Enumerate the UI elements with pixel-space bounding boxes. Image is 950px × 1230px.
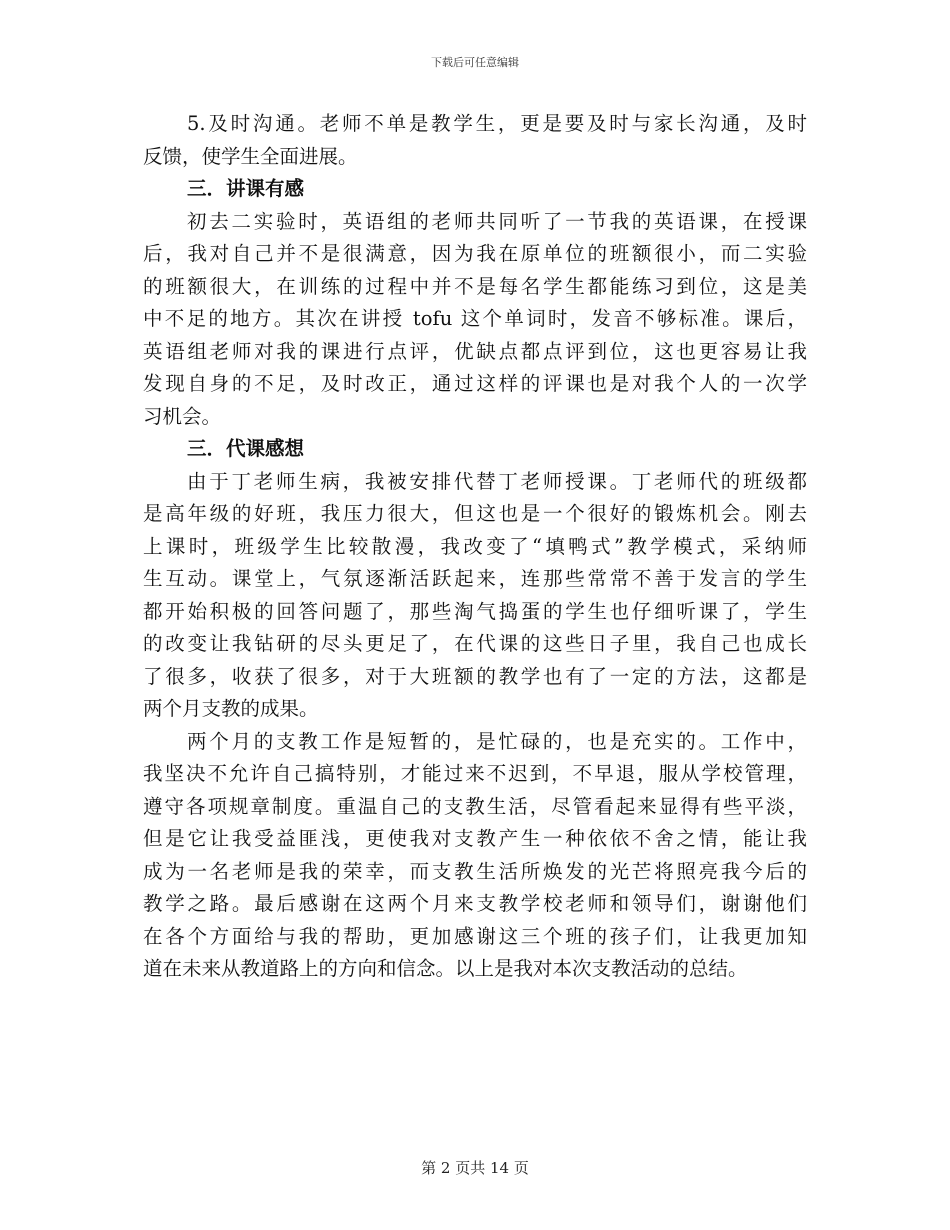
paragraph-summary (143, 726, 807, 986)
paragraph-lecture-feedback (143, 206, 807, 434)
paragraph-line: 在各个方面给与我的帮助，更加感谢这三个班的孩子们，让我更加知 (143, 924, 807, 948)
section-heading-lecture: 三．讲课有感 (187, 177, 305, 200)
paragraph-line: 由于丁老师生病，我被安排代替丁老师授课。丁老师代的班级都 (187, 469, 807, 493)
paragraph-line: 上课时，班级学生比较散漫，我改变了“填鸭式”教学模式，采纳师 (143, 534, 807, 558)
paragraph-line: 初去二实验时，英语组的老师共同听了一节我的英语课，在授课 (187, 209, 807, 233)
paragraph-line: 的改变让我钻研的尽头更足了，在代课的这些日子里，我自己也成长 (143, 632, 807, 655)
paragraph-line: 5.及时沟通。老师不单是教学生，更是要及时与家长沟通，及时 (187, 112, 807, 135)
paragraph-line: 两个月支教的成果。 (143, 697, 319, 720)
paragraph-line: 但是它让我受益匪浅，更使我对支教产生一种依依不舍之情，能让我 (143, 827, 807, 850)
paragraph-line: 都开始积极的回答问题了，那些淘气捣蛋的学生也仔细听课了，学生 (143, 599, 807, 623)
paragraph-timely-communication (143, 108, 807, 173)
section-heading-substitute: 三．代课感想 (187, 437, 305, 460)
paragraph-line: 中不足的地方。其次在讲授 tofu 这个单词时，发音不够标准。课后， (143, 307, 807, 330)
paragraph-line: 两个月的支教工作是短暂的，是忙碌的，也是充实的。工作中， (187, 729, 807, 753)
paragraph-line: 反馈，使学生全面进展。 (143, 144, 358, 168)
page-number: 第 2 页共 14 页 (421, 1159, 529, 1177)
paragraph-line: 我坚决不允许自己搞特别，才能过来不迟到，不早退，服从学校管理， (143, 762, 807, 785)
paragraph-substitute-teaching (143, 466, 807, 726)
paragraph-line: 成为一名老师是我的荣幸，而支教生活所焕发的光芒将照亮我今后的 (143, 859, 807, 883)
page-header: 下载后可任意编辑 (431, 56, 519, 69)
paragraph-line: 遵守各项规章制度。重温自己的支教生活，尽管看起来显得有些平淡， (143, 794, 807, 818)
document-body (143, 108, 807, 986)
paragraph-line: 了很多，收获了很多，对于大班额的教学也有了一定的方法，这都是 (143, 664, 807, 688)
paragraph-line: 习机会。 (143, 404, 222, 428)
paragraph-line: 后，我对自己并不是很满意，因为我在原单位的班额很小，而二实验 (143, 242, 807, 265)
paragraph-line: 的班额很大，在训练的过程中并不是每名学生都能练习到位，这是美 (143, 274, 807, 298)
paragraph-line: 是高年级的好班，我压力很大，但这也是一个很好的锻炼机会。刚去 (143, 502, 807, 525)
paragraph-line: 英语组老师对我的课进行点评，优缺点都点评到位，这也更容易让我 (143, 339, 807, 363)
paragraph-line: 教学之路。最后感谢在这两个月来支教学校老师和领导们，谢谢他们 (143, 892, 807, 915)
paragraph-line: 发现自身的不足，及时改正，通过这样的评课也是对我个人的一次学 (143, 372, 807, 395)
paragraph-line: 生互动。课堂上，气氛逐渐活跃起来，连那些常常不善于发言的学生 (143, 567, 807, 590)
paragraph-line: 道在未来从教道路上的方向和信念。以上是我对本次支教活动的总结。 (143, 957, 748, 980)
